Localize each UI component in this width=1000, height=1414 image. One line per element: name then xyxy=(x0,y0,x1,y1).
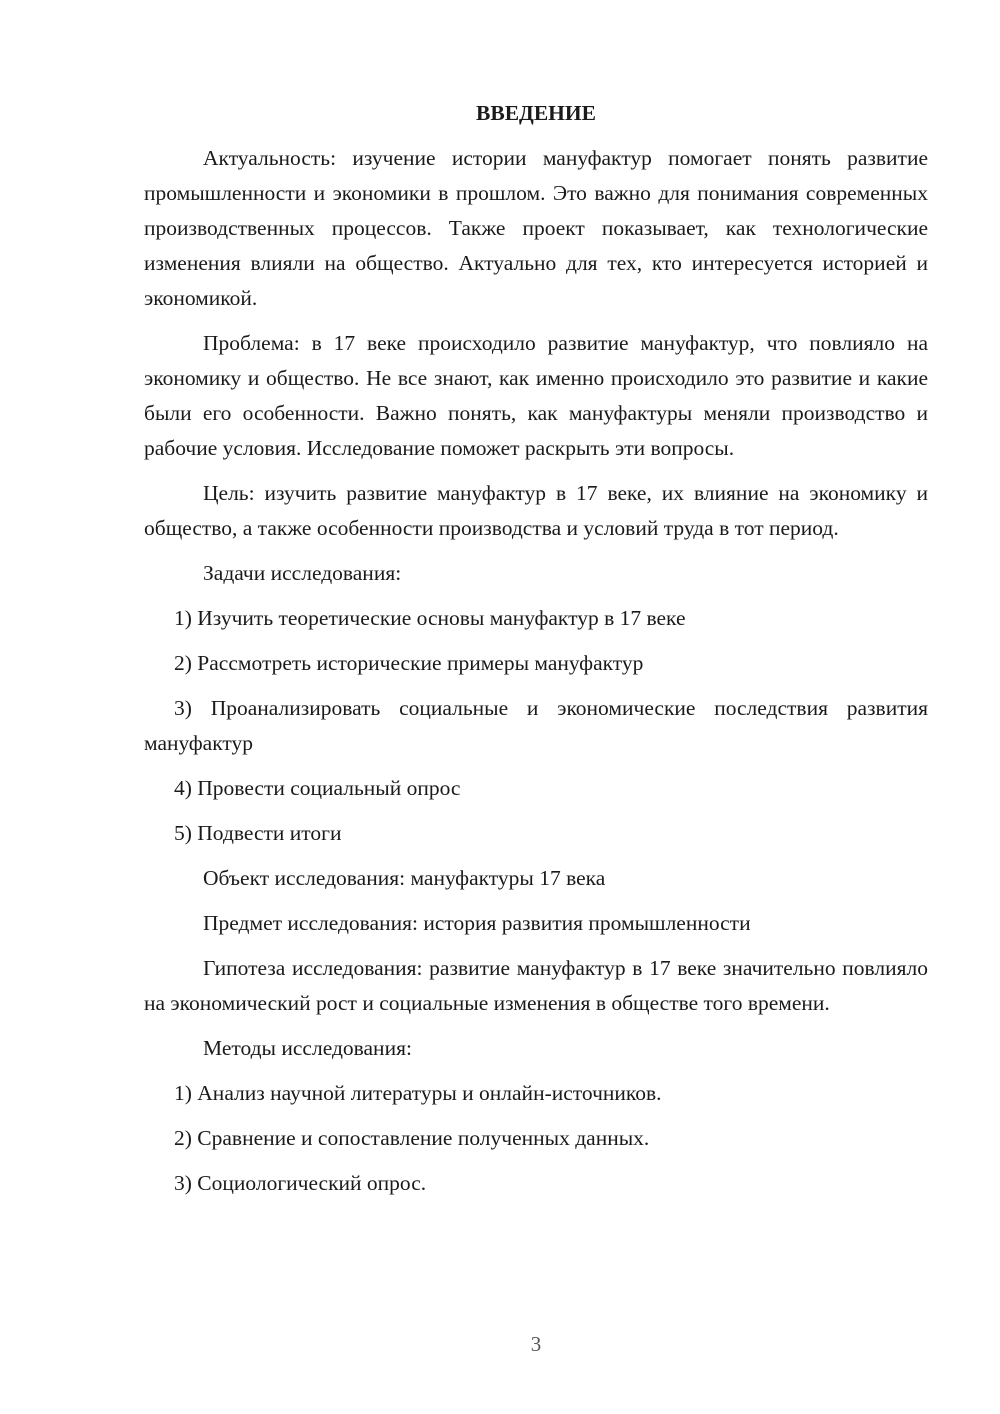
tasks-heading: Задачи исследования: xyxy=(203,561,402,585)
page-content xyxy=(144,96,928,1211)
subject-line: Предмет исследования: история развития промышленности xyxy=(203,911,751,935)
methods-heading: Методы исследования: xyxy=(203,1036,412,1060)
task-item: 4) Провести социальный опрос xyxy=(174,776,461,800)
task-item: 1) Изучить теоретические основы мануфактур в 17 веке xyxy=(174,606,686,630)
task-item: 2) Рассмотреть исторические примеры мануфактур xyxy=(174,651,644,675)
task-item: 5) Подвести итоги xyxy=(174,821,342,845)
object-line: Объект исследования: мануфактуры 17 века xyxy=(203,866,606,890)
method-item: 3) Социологический опрос. xyxy=(174,1171,427,1195)
hypothesis-paragraph: Гипотеза исследования: развитие мануфактур в 17 веке значительно повлияло на экономический рост и социальные изменения в обществе того времени. xyxy=(144,956,928,1015)
goal-paragraph: Цель: изучить развитие мануфактур в 17 веке, их влияние на экономику и общество, а также особенности производства и условий труда в тот период. xyxy=(144,481,928,540)
section-title: ВВЕДЕНИЕ xyxy=(476,101,596,125)
method-item: 2) Сравнение и сопоставление полученных данных. xyxy=(174,1126,650,1150)
relevance-paragraph: Актуальность: изучение истории мануфактур помогает понять развитие промышленности и экономики в прошлом. Это важно для понимания современных производственных процессов. Также проект показывает, как технологические изменения влияли на общество. Актуально для тех, кто интересуется историей и экономикой. xyxy=(144,146,928,310)
task-item: 3) Проанализировать социальные и экономические последствия развития мануфактур xyxy=(144,696,928,755)
method-item: 1) Анализ научной литературы и онлайн-источников. xyxy=(174,1081,662,1105)
page-number: 3 xyxy=(530,1332,542,1356)
problem-paragraph: Проблема: в 17 веке происходило развитие мануфактур, что повлияло на экономику и общество. Не все знают, как именно происходило это развитие и какие были его особенности. Важно понять, как мануфактуры меняли производство и рабочие условия. Исследование поможет раскрыть эти вопросы. xyxy=(144,331,928,460)
